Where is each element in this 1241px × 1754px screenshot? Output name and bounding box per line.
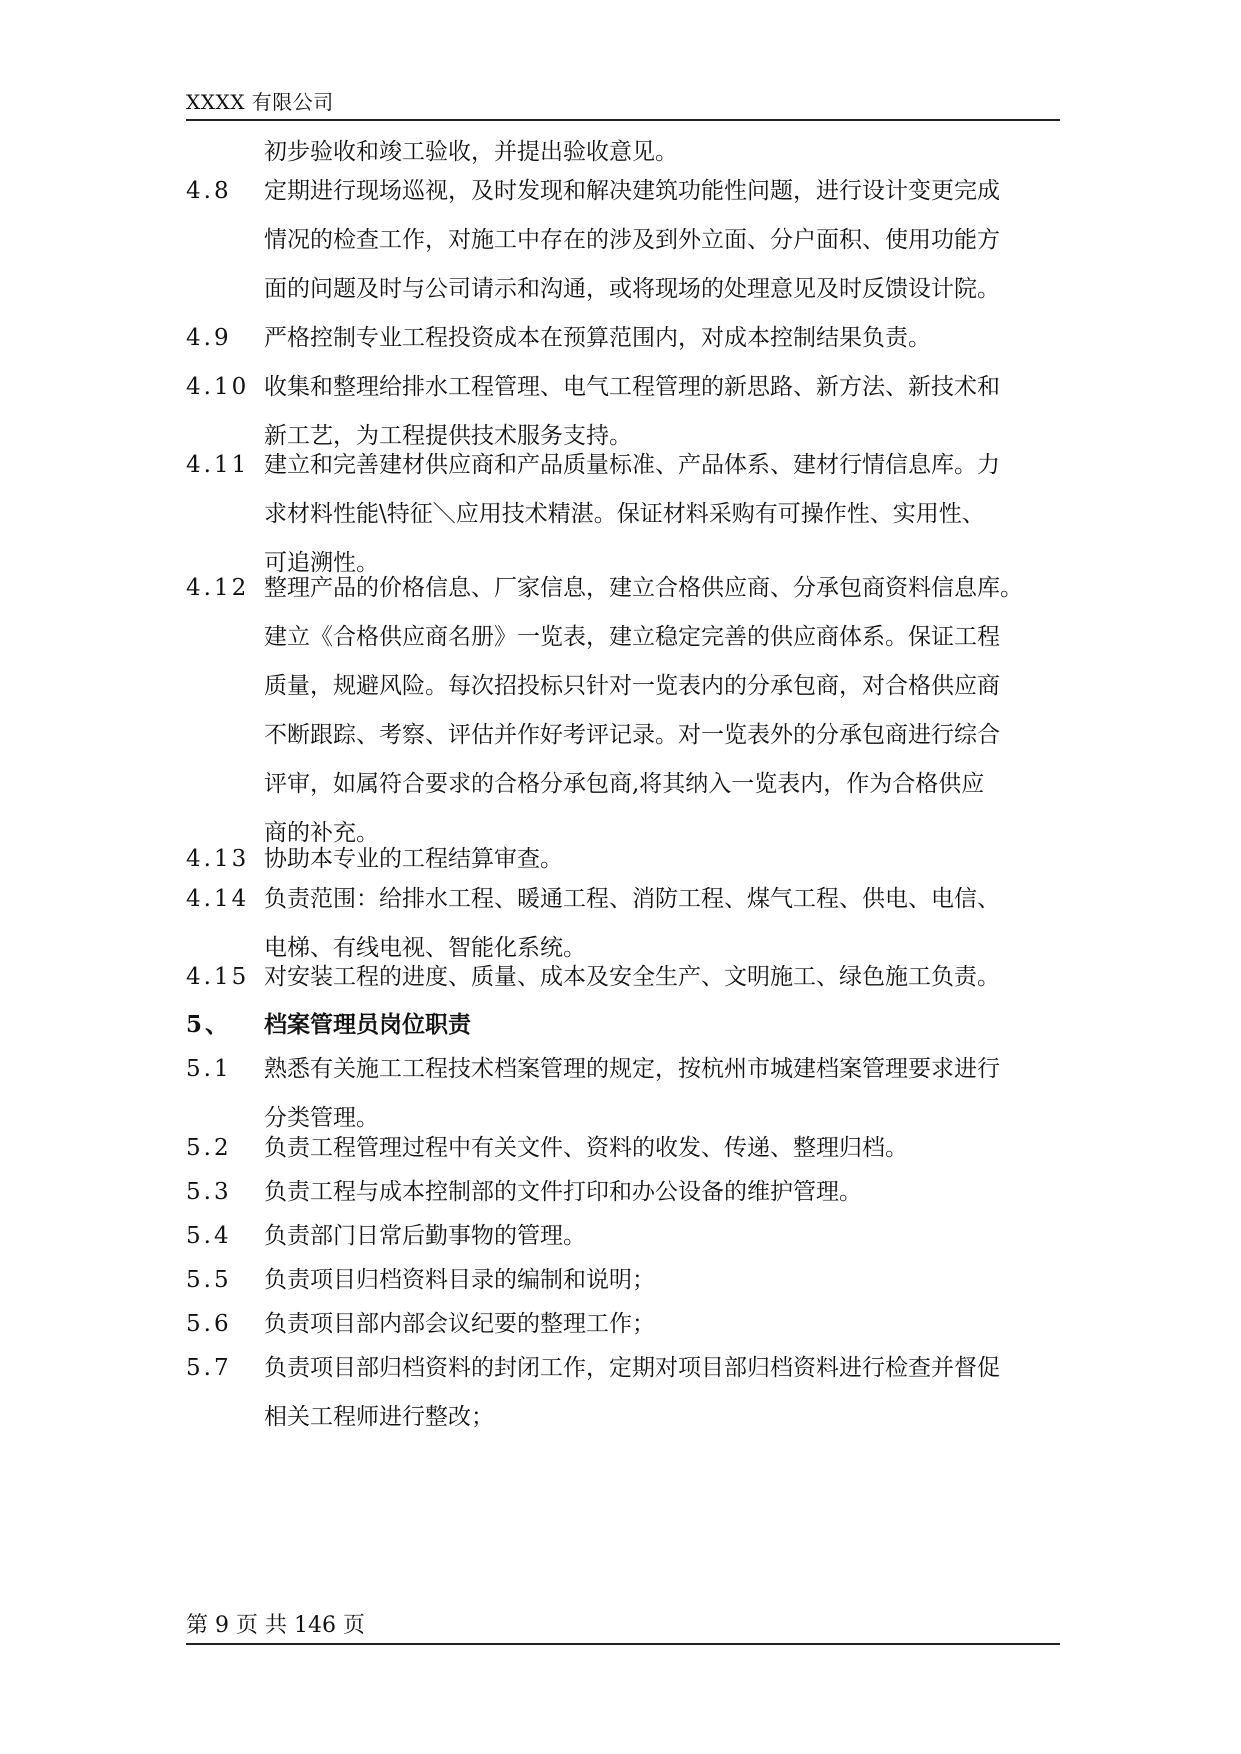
- item-text-line: 负责工程管理过程中有关文件、资料的收发、传递、整理归档。: [264, 1135, 908, 1161]
- list-item: [186, 564, 1066, 858]
- item-number: 5.7: [186, 1355, 232, 1381]
- item-number: 4.13: [186, 846, 250, 872]
- item-text-line: 负责项目部内部会议纪要的整理工作；: [264, 1311, 655, 1337]
- item-number: 5.1: [186, 1056, 232, 1082]
- item-text-line: 相关工程师进行整改；: [264, 1404, 494, 1430]
- item-number: 4.11: [186, 452, 250, 478]
- item-text-line: 初步验收和竣工验收，并提出验收意见。: [264, 139, 678, 165]
- page-header-company: XXXX 有限公司: [186, 90, 334, 114]
- item-text-line: 建立和完善建材供应商和产品质量标准、产品体系、建材行情信息库。力: [264, 452, 1000, 478]
- item-text-line: 新工艺，为工程提供技术服务支持。: [264, 423, 632, 449]
- page-footer-label: 第 9 页 共 146 页: [186, 1613, 365, 1638]
- list-item: [186, 1300, 1066, 1349]
- list-item: [186, 953, 1066, 1002]
- item-number: 4.9: [186, 325, 232, 351]
- item-text-line: 建立《合格供应商名册》一览表，建立稳定完善的供应商体系。保证工程: [264, 624, 1000, 650]
- header-rule: [186, 119, 1060, 121]
- item-number: 5.6: [186, 1311, 232, 1337]
- item-number: 5.4: [186, 1223, 232, 1249]
- item-number: 4.15: [186, 964, 250, 990]
- list-item: [186, 167, 1066, 314]
- item-number: 5.5: [186, 1267, 232, 1293]
- item-number: 4.8: [186, 178, 232, 204]
- item-text-line: 商的补充。: [264, 820, 379, 846]
- section-heading: [186, 1000, 1066, 1049]
- item-number: 5、: [186, 1011, 232, 1038]
- item-text-line: 定期进行现场巡视，及时发现和解决建筑功能性问题，进行设计变更完成: [264, 178, 1000, 204]
- item-number: 4.14: [186, 886, 250, 912]
- item-number: 5.3: [186, 1179, 232, 1205]
- item-number: 5.2: [186, 1135, 232, 1161]
- list-item: [186, 314, 1066, 363]
- item-text-line: 熟悉有关施工工程技术档案管理的规定，按杭州市城建档案管理要求进行: [264, 1056, 1000, 1082]
- list-item: [186, 1256, 1066, 1305]
- item-text-line: 收集和整理给排水工程管理、电气工程管理的新思路、新方法、新技术和: [264, 374, 1000, 400]
- item-text-line: 档案管理员岗位职责: [264, 1011, 471, 1038]
- item-text-line: 情况的检查工作，对施工中存在的涉及到外立面、分户面积、使用功能方: [264, 227, 1000, 253]
- item-text-line: 负责项目部归档资料的封闭工作，定期对项目部归档资料进行检查并督促: [264, 1355, 1000, 1381]
- item-text-line: 负责工程与成本控制部的文件打印和办公设备的维护管理。: [264, 1179, 862, 1205]
- list-item: [186, 1168, 1066, 1217]
- item-text-line: 严格控制专业工程投资成本在预算范围内，对成本控制结果负责。: [264, 325, 931, 351]
- item-text-line: 分类管理。: [264, 1105, 379, 1131]
- footer-rule: [186, 1643, 1060, 1645]
- item-text-line: 负责项目归档资料目录的编制和说明；: [264, 1267, 655, 1293]
- item-text-line: 整理产品的价格信息、厂家信息，建立合格供应商、分承包商资料信息库。: [264, 575, 1023, 601]
- item-text-line: 面的问题及时与公司请示和沟通，或将现场的处理意见及时反馈设计院。: [264, 276, 1000, 302]
- list-item: [186, 1124, 1066, 1173]
- item-text-line: 求材料性能\特征＼应用技术精湛。保证材料采购有可操作性、实用性、: [264, 501, 985, 527]
- item-text-line: 电梯、有线电视、智能化系统。: [264, 935, 586, 961]
- item-text-line: 不断跟踪、考察、评估并作好考评记录。对一览表外的分承包商进行综合: [264, 722, 1000, 748]
- item-text-line: 协助本专业的工程结算审查。: [264, 846, 563, 872]
- item-text-line: 可追溯性。: [264, 550, 379, 576]
- item-number: 4.12: [186, 575, 250, 601]
- list-item: [186, 1212, 1066, 1261]
- item-text-line: 负责范围：给排水工程、暖通工程、消防工程、煤气工程、供电、电信、: [264, 886, 1000, 912]
- item-text-line: 对安装工程的进度、质量、成本及安全生产、文明施工、绿色施工负责。: [264, 964, 1000, 990]
- item-text-line: 质量，规避风险。每次招投标只针对一览表内的分承包商，对合格供应商: [264, 673, 1000, 699]
- item-text-line: 负责部门日常后勤事物的管理。: [264, 1223, 586, 1249]
- item-text-line: 评审，如属符合要求的合格分承包商,将其纳入一览表内，作为合格供应: [264, 771, 985, 797]
- item-number: 4.10: [186, 374, 250, 400]
- list-item: [186, 1344, 1066, 1442]
